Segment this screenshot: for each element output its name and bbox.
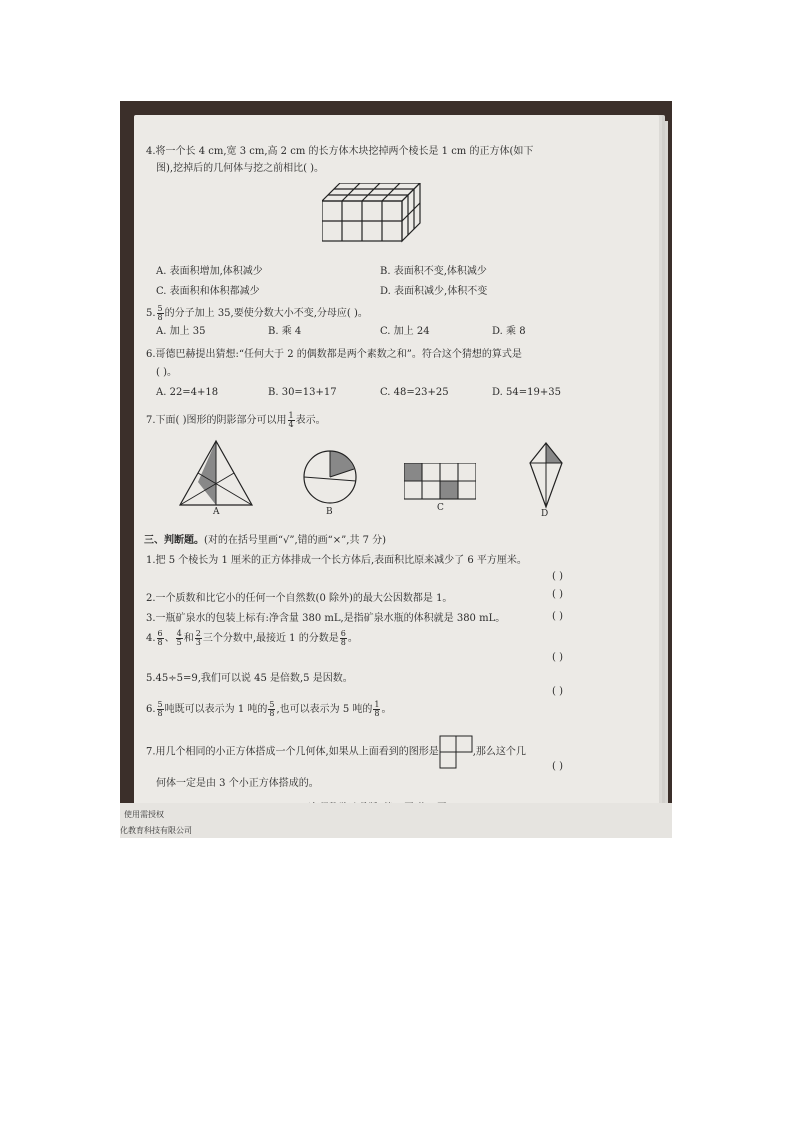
figure-a-triangle: [178, 439, 254, 507]
photo-frame: [120, 101, 672, 838]
answer-paren-5[interactable]: ( ): [552, 686, 563, 697]
cuboid-figure: [322, 183, 422, 255]
q5-option-a: A. 加上 35: [156, 326, 206, 337]
q5-option-c: C. 加上 24: [380, 326, 430, 337]
figure-c-grid: [404, 463, 476, 501]
figure-d-kite: [528, 441, 564, 509]
q5-fraction: $\frac{5}{8}$: [157, 304, 163, 322]
q6-option-a: A. 22=4+18: [156, 387, 219, 398]
answer-paren-2[interactable]: ( ): [552, 589, 563, 600]
q6-line2: ( )。: [156, 367, 177, 378]
judge-3: 3.一瓶矿泉水的包装上标有:净含量 380 mL,是指矿泉水瓶的体积就是 380 mL。: [146, 613, 506, 624]
q5-option-b: B. 乘 4: [268, 326, 302, 337]
answer-paren-3[interactable]: ( ): [552, 611, 563, 622]
answer-paren-1[interactable]: ( ): [552, 571, 563, 582]
q4-option-b: B. 表面积不变,体积减少: [380, 266, 487, 277]
q6-option-c: C. 48=23+25: [380, 387, 449, 398]
bottom-strip: [120, 803, 672, 838]
judge-6: 6. $\frac{5}{8}$ 吨既可以表示为 1 吨的 $\frac{5}{8}$ ,也可以表示为 5 吨的 $\frac{1}{8}$ 。: [146, 700, 392, 718]
figure-a-label: A: [213, 507, 220, 517]
figure-c-label: C: [437, 503, 444, 513]
q4-line2: 图),挖掉后的几何体与挖之前相比( )。: [156, 163, 325, 174]
q4-option-c: C. 表面积和体积都减少: [156, 286, 260, 297]
figure-b-label: B: [326, 507, 333, 517]
q7-line: 7.下面( )图形的阴影部分可以用 $\frac{1}{4}$ 表示。: [146, 411, 326, 429]
exam-sheet: [134, 115, 659, 823]
section3-header: [144, 534, 386, 548]
figure-b-circle: [302, 449, 358, 505]
answer-paren-4[interactable]: ( ): [552, 652, 563, 663]
q4-line1: 4.将一个长 4 cm,宽 3 cm,高 2 cm 的长方体木块挖掉两个棱长是 1 cm 的正方体(如下: [146, 146, 534, 157]
strip-line2: 化教育科技有限公司: [120, 826, 192, 835]
judge-5: 5.45÷5=9,我们可以说 45 是倍数,5 是因数。: [146, 673, 353, 684]
q5-option-d: D. 乘 8: [492, 326, 526, 337]
q5-line: 5. $\frac{5}{8}$ 的分子加上 35,要使分数大小不变,分母应( )。: [146, 304, 368, 322]
judge-7-line1: 7.用几个相同的小正方体搭成一个几何体,如果从上面看到的图形是 ,那么这个几: [146, 735, 526, 769]
figure-d-label: D: [541, 509, 549, 519]
q6-option-b: B. 30=13+17: [268, 387, 337, 398]
q7-fraction: $\frac{1}{4}$: [288, 411, 294, 429]
judge-1: 1.把 5 个棱长为 1 厘米的正方体排成一个长方体后,表面积比原来减少了 6 平方厘米。: [146, 555, 527, 566]
q4-option-d: D. 表面积减少,体积不变: [380, 286, 488, 297]
q4-option-a: A. 表面积增加,体积减少: [156, 266, 263, 277]
top-view-shape: [439, 735, 473, 769]
q6-option-d: D. 54=19+35: [492, 387, 561, 398]
answer-paren-7[interactable]: ( ): [552, 761, 563, 772]
judge-7-line2: 何体一定是由 3 个小正方体搭成的。: [156, 778, 319, 789]
judge-2: 2.一个质数和比它小的任何一个自然数(0 除外)的最大公因数都是 1。: [146, 593, 453, 604]
judge-4: 4. $\frac{6}{8}$ 、 $\frac{4}{5}$ 和 $\frac{2}{3}$ 三个分数中,最接近 1 的分数是 $\frac{6}{8}$ 。: [146, 629, 358, 647]
strip-line1: 使用需授权: [124, 810, 164, 819]
section3-desc: (对的在括号里画“√”,错的画“×”,共 7 分): [204, 535, 387, 546]
section3-title: 三、判断题。: [144, 535, 204, 546]
q6-line1: 6.哥德巴赫提出猜想:“任何大于 2 的偶数都是两个素数之和”。符合这个猜想的算式是: [146, 349, 522, 360]
